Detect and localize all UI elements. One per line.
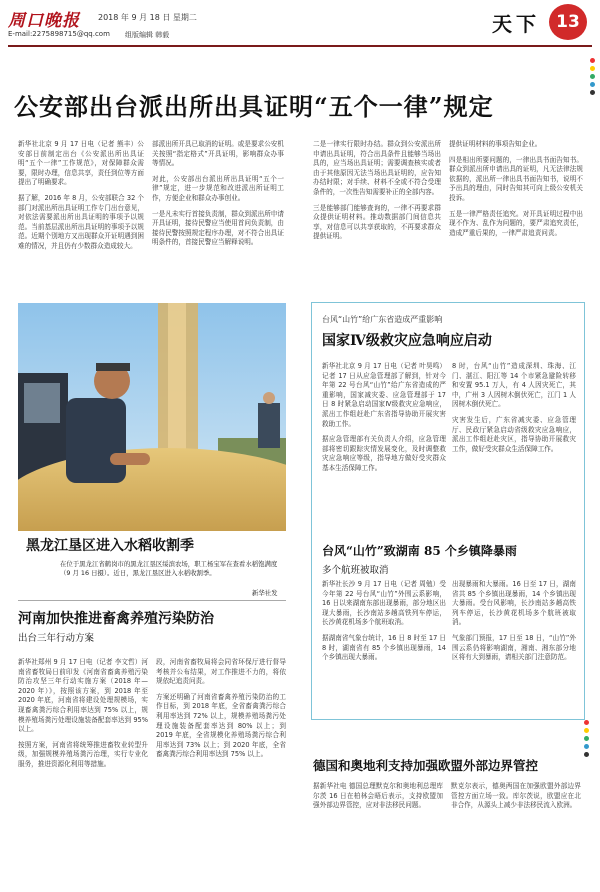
- lead-paragraph: 三是能够部门能够查询的，一律不再要求群众提供证明材料。推动数据部门间信息共享，对信息可以共享获取的，不再要求群众提供证明。: [313, 203, 441, 241]
- typhoon-column-1: [322, 362, 446, 524]
- hunan-headline: 台风“山竹”致湖南 85 个乡镇降暴雨: [322, 544, 517, 558]
- hunan-column-2: [452, 580, 576, 712]
- lead-paragraph: 提供证明材料的事项告知企业。: [449, 140, 542, 148]
- lead-headline: 公安部出台派出所出具证明“五个一律”规定: [14, 92, 494, 121]
- lead-paragraph: 部派出所开具已取消的证明。或是要求公安机关按照“指定格式”开具证明，影响群众办事等情况。: [152, 140, 284, 168]
- lead-column-3: [313, 140, 441, 290]
- typhoon-paragraph: 新华社北京 9 月 17 日电（记者 叶昊鸣）记者 17 日从应急管理部了解到，针对今年第 22 号台风“山竹”给广东省造成的严重影响，国家减灾委、应急管理部于 17 日 8 时紧急启动国家Ⅳ级救灾应急响应，派出工作组赶赴广东省指导协助开展灾害救助工作。: [322, 362, 446, 428]
- germany-column-2: [451, 782, 581, 872]
- color-registration-dots: [584, 720, 590, 760]
- lead-paragraph: 四是相出所要问题的，一律出具书面告知书。群众到派出所申请出具的证明，凡无法律法规依据的，派出所一律出具书面告知书，说明不予出具的理由，同时告知其可向上级公安机关投诉。: [449, 155, 583, 202]
- hunan-paragraph: 据湖南省气象台统计，16 日 8 时至 17 日 8 时，湖南省有 85 个乡镇出现暴雨，14 个乡镇出现大暴雨。: [322, 633, 446, 662]
- lead-column-1: [18, 140, 144, 290]
- henan-paragraph: 段，河南省畜牧局将会同省环保厅进行督导考核并公布结果，对工作推进不力的，将依规依纪追责问责。: [156, 658, 286, 686]
- hunan-paragraph: 新华社长沙 9 月 17 日电（记者 周勉）受今年第 22 号台风“山竹”外围云系影响，16 日以来湖南东部出现暴雨，部分地区出现大暴雨，长沙南站多趟高铁列车停运，长沙黄花机场多个航班取消。: [322, 580, 446, 627]
- photo-credit: 新华社发: [252, 589, 278, 597]
- lead-paragraph: 一是凡未实行首接负责制，群众到派出所申请开具证明，接待民警应当使用首问负责制，由接待民警按照规定程序办理，对不符合出具证明条件的，首接民警应当解释说明。: [152, 209, 284, 247]
- henan-column-2: [156, 658, 286, 848]
- germany-column-1: [313, 782, 443, 872]
- issue-date: 2018 年 9 月 18 日 星期二: [98, 13, 197, 22]
- lead-column-2: [152, 140, 284, 290]
- lead-paragraph: 五是一律严格责任追究。对开具证明过程中出现不作为、乱作为问题的，要严肃追究责任，造成严重后果的，一律严肃追责问责。: [449, 209, 583, 237]
- section-divider: [18, 600, 286, 601]
- typhoon-column-2: [452, 362, 576, 524]
- germany-paragraph: 据新华社电 德国总理默克尔和奥地利总理库尔茨 16 日在柏林会晤后表示，支持欧盟加强外部边界管控，应对非法移民问题。: [313, 782, 443, 810]
- rice-harvest-photo: [18, 303, 286, 531]
- typhoon-paragraph: 8 时，台风“山竹”造成深圳、珠海、江门、湛江、阳江等 14 个市紧急避险转移和安置 95.1 万人，有 4 人因灾死亡，其中，广州 3 人因树木倒伏死亡，江门 1 人因树木倒伏死亡。: [452, 362, 576, 409]
- photo-caption-text: 在位于黑龙江省鹤岗市的黑龙江垦区绥滨农场，职工杨宝军在查看水稻饱满度（9 月 16 日摄）。近日，黑龙江垦区进入水稻收割季。: [60, 560, 278, 577]
- typhoon-paragraph: 灾害发生后，广东省减灾委、应急管理厅、民政厅紧急启动省级救灾应急响应，派出工作组赶赴灾区，指导协助开展救灾工作，做好受灾群众生活保障工作。: [452, 415, 576, 453]
- henan-column-1: [18, 658, 148, 848]
- germany-paragraph: 默克尔表示，德奥两国在加强欧盟外部边界管控方面立场一致。库尔茨说，欧盟应在北非合作，从源头上减少非法移民流入欧洲。: [451, 782, 581, 810]
- henan-paragraph: 按照方案，河南省将统筹推进畜牧业转型升级，加强规模养殖场粪污治理，实行专业化服务，推进资源化利用等措施。: [18, 740, 148, 768]
- photo-caption-title: 黑龙江垦区进入水稻收割季: [26, 538, 194, 554]
- henan-paragraph: 方案还明确了河南省畜禽养殖污染防治的工作目标，到 2018 年底，全省畜禽粪污综合利用率达到 72% 以上，规模养殖场粪污处理设施装备配套率达到 80% 以上；到 2019 年底，全省规模化养殖场粪污综合利用率达到 73% 以上；到 2020 年底，全省畜禽粪污综合利用率达到 75% 以上。: [156, 692, 286, 759]
- lead-paragraph: 对此，公安部出台派出所出具证明“五个一律”规定，进一步规范和改进派出所证明工作，方便企业和群众办事创业。: [152, 174, 284, 202]
- contact-email: E-mail:2275898715@qq.com: [8, 30, 110, 38]
- hunan-subtitle: 多个航班被取消: [322, 565, 389, 576]
- lead-paragraph: 新华社北京 9 月 17 日电（记者 熊丰）公安部日前制定出台《公安派出所出具证明“五个一律”工作规范》，对保障群众需要，限时办理，信息共享，责任到位等方面提出了明确要求。: [18, 140, 144, 187]
- germany-headline: 德国和奥地利支持加强欧盟外部边界管控: [313, 758, 539, 773]
- hunan-paragraph: 气象部门预报，17 日至 18 日，“山竹”外围云系仍将影响湖南，湘南、湘东部分地区将有大到暴雨，请相关部门注意防范。: [452, 633, 576, 662]
- hunan-column-1: [322, 580, 446, 712]
- henan-headline: 河南加快推进畜禽养殖污染防治: [18, 611, 214, 627]
- layout-editor: 组版编辑 韩毅: [125, 31, 170, 39]
- lead-paragraph: 据了解，2016 年 8 月，公安部联合 32 个部门对派出所出具证明工作专门出台意见，对依法需要派出所出具证明的事项予以规范。当前基层派出所出具证明的事项予以规范。近期个别地方又出现群众开证明遇到困难的情况，并且仍有少数群众造成较大。: [18, 193, 144, 250]
- typhoon-headline: 国家Ⅳ级救灾应急响应启动: [322, 333, 492, 349]
- lead-paragraph: 二是一律实行限时办结。群众到公安派出所申请出具证明，符合出具条件且能够当场出具的，应当场出具证明；需要调查核实或者由于其他原因无法当场出具证明的，应告知办结时限；对手续、材料不全或不符合受理条件的，一次性告知需要补正的全部内容。: [313, 140, 441, 196]
- newspaper-logo: 周口晚报: [8, 11, 80, 31]
- masthead-rule: [8, 45, 592, 47]
- typhoon-kicker: 台风“山竹”给广东省造成严重影响: [322, 315, 443, 324]
- henan-paragraph: 新华社郑州 9 月 17 日电（记者 李文哲）河南省畜牧局日前印发《河南省畜禽养殖污染防治攻坚三年行动实施方案（2018 年—2020 年）》，按照该方案，到 2018 年至 2020 年底，河南省将建设处理规模场，实现畜禽粪污综合利用率达到 75% 以上，规模养殖场粪污处理设施装备配套率达到 95% 以上。: [18, 658, 148, 734]
- page-number-badge: 13: [549, 4, 587, 40]
- typhoon-paragraph: 据应急管理部有关负责人介绍，应急管理部将密切跟踪灾情发展变化，及时调整救灾应急响应等级，指导地方做好受灾群众基本生活保障工作。: [322, 435, 446, 472]
- section-title: 天下: [492, 12, 540, 36]
- hunan-paragraph: 出现暴雨和大暴雨。16 日至 17 日，湖南省共 85 个乡镇出现暴雨，14 个乡镇出现大暴雨。受台风影响，长沙南站多趟高铁列车停运，长沙黄花机场多个航班被取消。: [452, 580, 576, 627]
- color-registration-dots: [590, 58, 596, 98]
- lead-column-4: [449, 140, 583, 290]
- henan-subtitle: 出台三年行动方案: [18, 633, 95, 644]
